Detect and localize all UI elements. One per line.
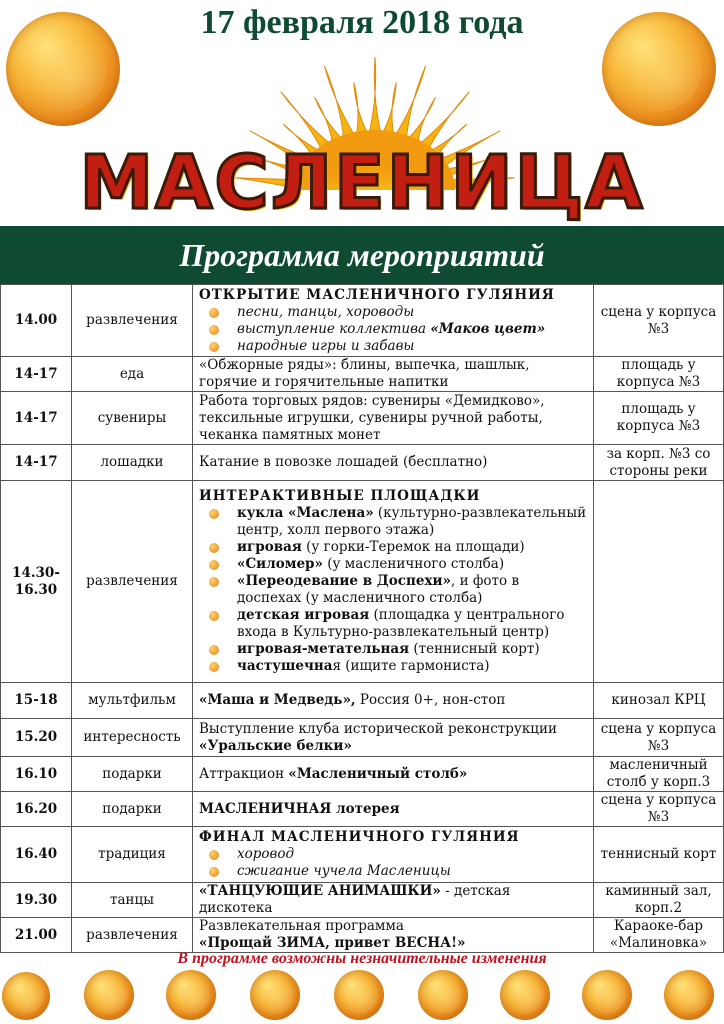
sun-ray (354, 83, 369, 137)
time-cell: 15.20 (1, 719, 72, 757)
pancake-image (418, 970, 468, 1020)
description-cell: Выступление клуба исторической реконструкции «Уральские белки» (193, 719, 594, 757)
category-cell: развлечения (72, 918, 193, 953)
table-row (1, 445, 724, 481)
place-cell: площадь у корпуса №3 (594, 392, 724, 445)
pancake-image (500, 970, 550, 1020)
table-row (1, 683, 724, 719)
time-cell: 21.00 (1, 918, 72, 953)
list-item: сжигание чучела Масленицы (209, 863, 587, 880)
place-cell: сцена у корпуса №3 (594, 285, 724, 357)
list-item: игровая-метательная (теннисный корт) (209, 641, 587, 658)
place-cell: площадь у корпуса №3 (594, 357, 724, 392)
table-row (1, 392, 724, 445)
time-cell: 19.30 (1, 883, 72, 918)
list-item: «Переодевание в Доспехи», и фото в доспехах (у масленичного столба) (209, 573, 587, 607)
description-cell: Аттракцион «Масленичный столб» (193, 757, 594, 792)
table-row (1, 792, 724, 827)
category-cell: интересность (72, 719, 193, 757)
category-cell: развлечения (72, 481, 193, 683)
category-cell: танцы (72, 883, 193, 918)
category-cell: лошадки (72, 445, 193, 481)
section-title: ФИНАЛ МАСЛЕНИЧНОГО ГУЛЯНИЯ (199, 829, 520, 845)
place-cell: за корп. №3 со стороны реки (594, 445, 724, 481)
place-cell (594, 481, 724, 683)
description-cell (193, 285, 594, 357)
table-row (1, 357, 724, 392)
changes-note: В программе возможны незначительные изменения (177, 950, 547, 967)
time-cell: 15-18 (1, 683, 72, 719)
list-item: «Силомер» (у масленичного столба) (209, 556, 587, 573)
category-cell: еда (72, 357, 193, 392)
place-cell: масленичный столб у корп.3 (594, 757, 724, 792)
description-cell: «Обжорные ряды»: блины, выпечка, шашлык, горячие и горячительные напитки (193, 357, 594, 392)
time-cell: 14.00 (1, 285, 72, 357)
time-cell: 16.20 (1, 792, 72, 827)
time-cell: 14-17 (1, 392, 72, 445)
table-row (1, 883, 724, 918)
description-cell (193, 481, 594, 683)
description-cell: МАСЛЕНИЧНАЯ лотерея (193, 792, 594, 827)
table-row (1, 827, 724, 883)
place-cell: сцена у корпуса №3 (594, 792, 724, 827)
pancake-image (84, 970, 134, 1020)
category-cell: мультфильм (72, 683, 193, 719)
place-cell: сцена у корпуса №3 (594, 719, 724, 757)
description-cell: Катание в повозке лошадей (бесплатно) (193, 445, 594, 481)
pancake-image (2, 972, 50, 1020)
pancake-image (166, 970, 216, 1020)
description-cell: Развлекательная программа «Прощай ЗИМА, привет ВЕСНА!» (193, 918, 594, 953)
time-cell: 16.40 (1, 827, 72, 883)
event-date: 17 февраля 2018 года (200, 4, 524, 41)
pancake-image (664, 970, 714, 1020)
category-cell: традиция (72, 827, 193, 883)
time-cell: 14-17 (1, 357, 72, 392)
section-title: ОТКРЫТИЕ МАСЛЕНИЧНОГО ГУЛЯНИЯ (199, 286, 555, 303)
description-cell: «Маша и Медведь», Россия 0+, нон-стоп (193, 683, 594, 719)
table-row (1, 757, 724, 792)
time-cell: 14-17 (1, 445, 72, 481)
list-item: песни, танцы, хороводы (209, 304, 587, 321)
pancake-image (250, 970, 300, 1020)
table-row (1, 481, 724, 683)
list-item: народные игры и забавы (209, 338, 587, 355)
table-row (1, 285, 724, 357)
subtitle-banner (0, 226, 724, 284)
place-cell: теннисный корт (594, 827, 724, 883)
pancake-image (582, 970, 632, 1020)
category-cell: подарки (72, 757, 193, 792)
category-cell: сувениры (72, 392, 193, 445)
pancake-image (334, 970, 384, 1020)
program-table (0, 284, 724, 953)
description-cell: «ТАНЦУЮЩИЕ АНИМАШКИ» - детская дискотека (193, 883, 594, 918)
maslenitsa-logo: МАСЛЕНИЦА (79, 140, 645, 226)
time-cell: 14.30-16.30 (1, 481, 72, 683)
place-cell: каминный зал, корп.2 (594, 883, 724, 918)
pancake-image-left (6, 12, 120, 126)
pancake-image-right (602, 12, 716, 126)
program-title: Программа мероприятий (179, 237, 545, 273)
list-item: хоровод (209, 846, 587, 863)
description-cell: Работа торговых рядов: сувениры «Демидково», тексильные игрушки, сувениры ручной работы, чеканка памятных монет (193, 392, 594, 445)
time-cell: 16.10 (1, 757, 72, 792)
category-cell: подарки (72, 792, 193, 827)
table-row (1, 918, 724, 953)
list-item: кукла «Маслена» (культурно-развлекательный центр, холл первого этажа) (209, 505, 587, 539)
place-cell: кинозал КРЦ (594, 683, 724, 719)
list-item: выступление коллектива «Маков цвет» (209, 321, 587, 338)
section-title: ИНТЕРАКТИВНЫЕ ПЛОЩАДКИ (199, 488, 481, 504)
sun-ray (369, 57, 382, 135)
table-row (1, 719, 724, 757)
sun-ray (382, 83, 397, 137)
list-item: игровая (у горки-Теремок на площади) (209, 539, 587, 556)
list-item: частушечная (ищите гармониста) (209, 658, 587, 675)
place-cell: Караоке-бар «Малиновка» (594, 918, 724, 953)
category-cell: развлечения (72, 285, 193, 357)
description-cell (193, 827, 594, 883)
list-item: детская игровая (площадка у центрального входа в Культурно-развлекательный центр) (209, 607, 587, 641)
